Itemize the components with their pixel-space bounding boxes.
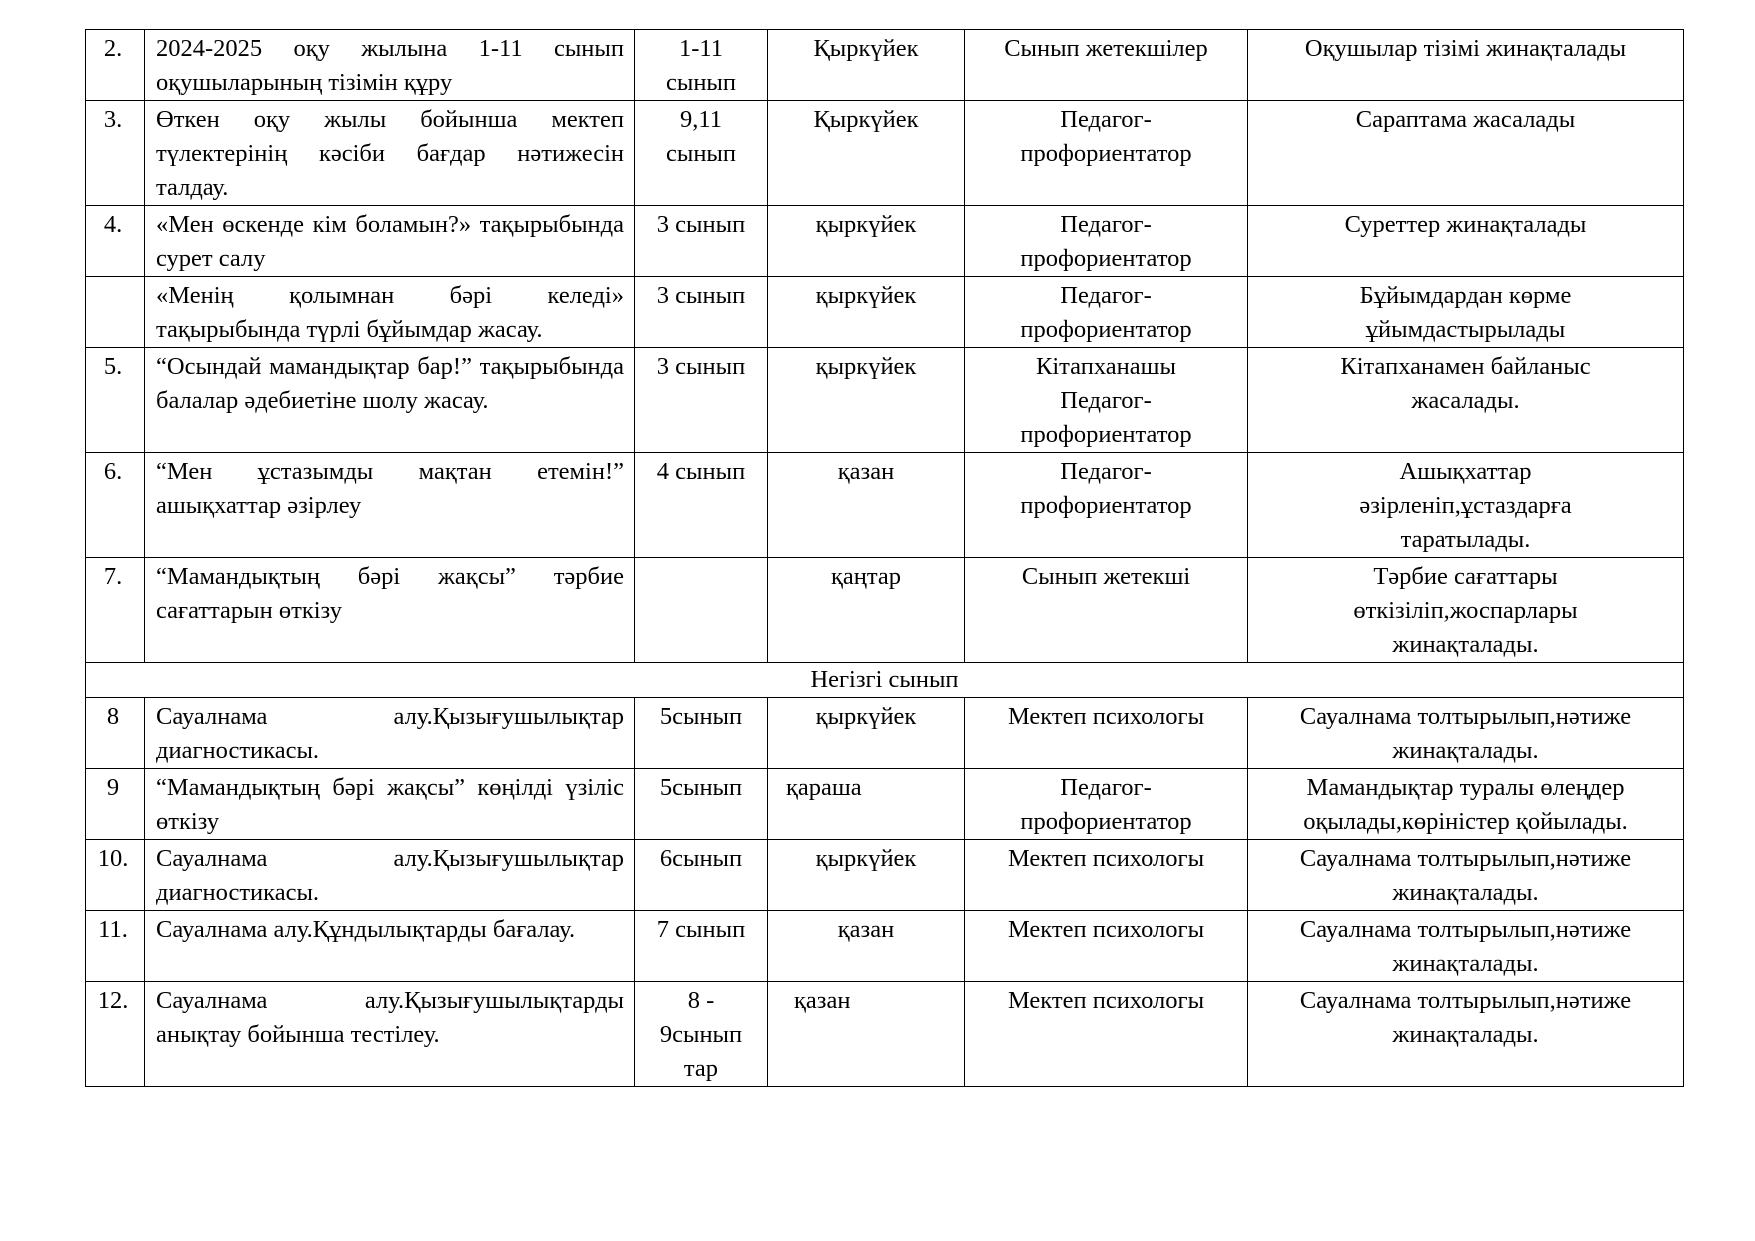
result-line: жинақталады. [1392,879,1539,906]
responsible-cell [965,982,1248,1087]
responsible-line: Педагог- [1060,106,1152,133]
responsible-cell [965,769,1248,840]
result-line: Суреттер жинақталады [1344,211,1587,238]
responsible-line: Мектеп психологы [1007,703,1205,730]
date-cell: қыркүйек [768,348,965,453]
responsible-line: Педагог- [1060,387,1152,414]
result-cell [1248,453,1684,558]
table-body-primary [86,30,1684,1087]
responsible-cell [965,698,1248,769]
responsible-line: Сынып жетекшілер [1004,35,1208,62]
responsible-cell [965,558,1248,663]
grade-cell [635,277,768,348]
section-title: Негізгі сынып [86,663,1684,698]
grade-line: 1-11 [679,35,723,62]
grade-cell [635,348,768,453]
responsible-cell [965,277,1248,348]
table-row [86,698,1684,769]
result-cell [1248,911,1684,982]
table-row [86,453,1684,558]
row-number: 3. [86,101,145,206]
date-cell: қыркүйек [768,277,965,348]
grade-cell [635,558,768,663]
table-row [86,277,1684,348]
row-number: 4. [86,206,145,277]
row-number: 2. [86,30,145,101]
table-row [86,769,1684,840]
responsible-cell [965,101,1248,206]
activity-description: “Осындай мамандықтар бар!” тақырыбында балалар әдебиетіне шолу жасау. [145,348,635,453]
grade-cell [635,911,768,982]
responsible-line: профориентатор [1020,245,1192,272]
result-line: жинақталады. [1392,631,1539,658]
grade-line: 5сынып [659,703,743,730]
result-line: жинақталады. [1392,1021,1539,1048]
row-number: 6. [86,453,145,558]
table-row [86,101,1684,206]
responsible-line: профориентатор [1020,140,1192,167]
result-line: Сауалнама толтырылып,нәтиже [1299,916,1632,943]
result-line: Сараптама жасалады [1355,106,1576,133]
responsible-line: Педагог- [1060,774,1152,801]
responsible-cell [965,206,1248,277]
row-number [86,277,145,348]
responsible-line: профориентатор [1020,316,1192,343]
responsible-cell [965,911,1248,982]
row-number: 8 [86,698,145,769]
result-line: Мамандықтар туралы өлеңдер [1306,774,1625,801]
result-line: таратылады. [1400,526,1531,553]
activity-description: Сауалнама алу.Қызығушылықтар диагностикасы. [145,698,635,769]
result-cell [1248,558,1684,663]
result-cell [1248,206,1684,277]
responsible-line: Мектеп психологы [1007,916,1205,943]
date-cell: қазан [768,982,965,1087]
result-line: оқылады,көріністер қойылады. [1303,808,1628,835]
section-header-row [86,663,1684,698]
result-line: жинақталады. [1392,737,1539,764]
responsible-line: Сынып жетекші [1021,563,1191,590]
date-cell: қыркүйек [768,206,965,277]
result-cell [1248,277,1684,348]
grade-cell [635,982,768,1087]
grade-line: 9сынып [659,1021,743,1048]
date-cell: Қыркүйек [768,30,965,101]
grade-line: 5сынып [659,774,743,801]
table-row [86,911,1684,982]
result-line: өткізіліп,жоспарлары [1353,597,1578,624]
grade-line: 3 сынып [656,211,746,238]
result-line: Ашықхаттар [1399,458,1532,485]
grade-line: 9,11 [680,106,722,133]
grade-cell [635,30,768,101]
grade-cell [635,453,768,558]
responsible-cell [965,453,1248,558]
result-line: Бұйымдардан көрме [1359,282,1572,309]
date-cell: қыркүйек [768,698,965,769]
grade-line: 7 сынып [656,916,746,943]
grade-line: сынып [665,69,737,96]
result-line: Сауалнама толтырылып,нәтиже [1299,845,1632,872]
table-row [86,30,1684,101]
date-cell: Қыркүйек [768,101,965,206]
row-number: 11. [86,911,145,982]
responsible-cell [965,840,1248,911]
date-cell: қазан [768,911,965,982]
result-cell [1248,982,1684,1087]
result-line: ұйымдастырылады [1365,316,1566,343]
activity-description: Өткен оқу жылы бойынша мектеп түлектерінің кәсіби бағдар нәтижесін талдау. [145,101,635,206]
result-cell [1248,30,1684,101]
grade-line: тар [683,1055,719,1082]
result-cell [1248,769,1684,840]
result-cell [1248,101,1684,206]
grade-line: 8 - [687,987,715,1014]
date-cell: қараша [768,769,965,840]
responsible-line: профориентатор [1020,492,1192,519]
activity-description: Сауалнама алу.Құндылықтарды бағалау. [145,911,635,982]
grade-cell [635,769,768,840]
table-row [86,982,1684,1087]
row-number: 10. [86,840,145,911]
result-line: жинақталады. [1392,950,1539,977]
activity-description: «Мен өскенде кім боламын?» тақырыбында сурет салу [145,206,635,277]
table-row [86,206,1684,277]
responsible-line: Кітапханашы [1036,353,1176,380]
activity-description: Сауалнама алу.Қызығушылықтар диагностикасы. [145,840,635,911]
result-cell [1248,698,1684,769]
grade-cell [635,101,768,206]
table-row [86,840,1684,911]
activity-description: “Мен ұстазымды мақтан етемін!” ашықхаттар әзірлеу [145,453,635,558]
responsible-cell [965,30,1248,101]
row-number: 12. [86,982,145,1087]
table-row [86,558,1684,663]
responsible-line: Мектеп психологы [1007,987,1205,1014]
responsible-line: профориентатор [1020,421,1192,448]
responsible-cell [965,348,1248,453]
result-line: Кітапханамен байланыс [1340,353,1591,380]
date-cell: қазан [768,453,965,558]
activity-description: “Мамандықтың бәрі жақсы” көңілді үзіліс өткізу [145,769,635,840]
responsible-line: Мектеп психологы [1007,845,1205,872]
result-cell [1248,348,1684,453]
grade-line: 6сынып [659,845,743,872]
activity-description: «Менің қолымнан бәрі келеді» тақырыбында түрлі бұйымдар жасау. [145,277,635,348]
result-line: Сауалнама толтырылып,нәтиже [1299,987,1632,1014]
date-cell: қыркүйек [768,840,965,911]
activity-description: “Мамандықтың бәрі жақсы” тәрбие сағаттарын өткізу [145,558,635,663]
responsible-line: Педагог- [1060,211,1152,238]
table-row [86,348,1684,453]
result-line: Оқушылар тізімі жинақталады [1304,35,1627,62]
grade-line: 3 сынып [656,353,746,380]
grade-line: сынып [665,140,737,167]
row-number: 5. [86,348,145,453]
row-number: 7. [86,558,145,663]
result-line: әзірленіп,ұстаздарға [1359,492,1572,519]
grade-line: 4 сынып [656,458,746,485]
responsible-line: Педагог- [1060,458,1152,485]
activity-description: Сауалнама алу.Қызығушылықтарды анықтау бойынша тестілеу. [145,982,635,1087]
responsible-line: профориентатор [1020,808,1192,835]
result-line: Тәрбие сағаттары [1373,563,1558,590]
date-cell: қаңтар [768,558,965,663]
grade-cell [635,698,768,769]
activity-description: 2024-2025 оқу жылына 1-11 сынып оқушыларының тізімін құру [145,30,635,101]
grade-line: 3 сынып [656,282,746,309]
grade-cell [635,206,768,277]
result-cell [1248,840,1684,911]
result-line: Сауалнама толтырылып,нәтиже [1299,703,1632,730]
responsible-line: Педагог- [1060,282,1152,309]
grade-cell [635,840,768,911]
row-number: 9 [86,769,145,840]
result-line: жасалады. [1411,387,1520,414]
career-plan-table [85,29,1684,1087]
